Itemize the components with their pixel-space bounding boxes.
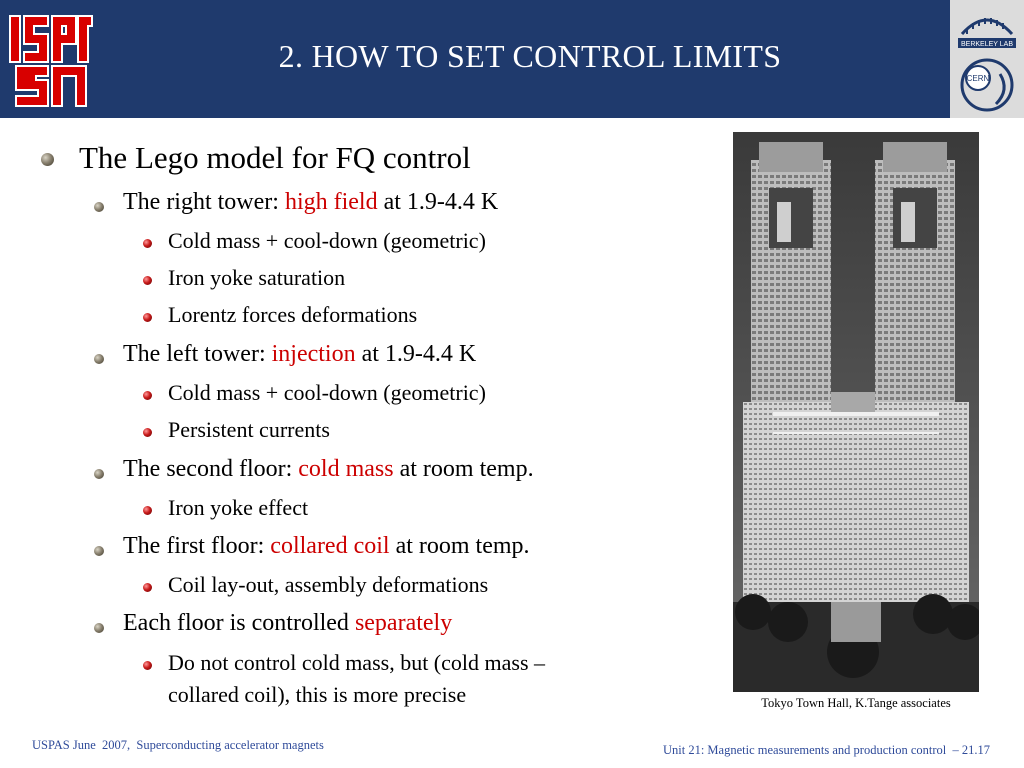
- bullet-icon: [143, 506, 152, 515]
- section-highlight: injection: [271, 341, 356, 367]
- section-suffix: at room temp.: [393, 456, 534, 482]
- list-item: Persistent currents: [168, 417, 330, 442]
- list-item: Iron yoke effect: [168, 495, 309, 520]
- list-item: Cold mass + cool-down (geometric): [168, 380, 486, 405]
- section-highlight: separately: [354, 610, 453, 636]
- bullet-icon: [94, 202, 104, 212]
- section-first-floor: [123, 533, 530, 560]
- section-left-tower: [123, 341, 476, 368]
- berkeley-lab-label: BERKELEY LAB: [960, 41, 1014, 48]
- berkeley-lab-logo: [954, 4, 1020, 52]
- section-prefix: The first floor:: [123, 533, 271, 559]
- bullet-icon: [94, 354, 104, 364]
- bullet-icon: [41, 153, 54, 166]
- bullet-icon: [94, 469, 104, 479]
- section-right-tower: [123, 189, 498, 216]
- list-item: Do not control cold mass, but (cold mass –: [168, 650, 546, 675]
- slide-title: 2. HOW TO SET CONTROL LIMITS: [278, 38, 782, 74]
- bullet-icon: [143, 276, 152, 285]
- list-item: Lorentz forces deformations: [168, 302, 418, 327]
- list-item: Iron yoke saturation: [168, 265, 346, 290]
- section-prefix: The right tower:: [123, 189, 285, 215]
- bullet-icon: [143, 428, 152, 437]
- bullet-icon: [143, 239, 152, 248]
- footer-slide-info: Unit 21: Magnetic measurements and production control – 21.17: [662, 743, 990, 757]
- section-highlight: collared coil: [270, 533, 390, 559]
- section-prefix: Each floor is controlled: [123, 610, 355, 636]
- heading-bullet: The Lego model for FQ control: [79, 140, 471, 175]
- section-highlight: cold mass: [298, 456, 394, 482]
- bullet-icon: [143, 391, 152, 400]
- bullet-icon: [143, 313, 152, 322]
- section-prefix: The left tower:: [123, 341, 272, 367]
- cern-logo: [956, 56, 1018, 114]
- bullet-icon: [94, 546, 104, 556]
- section-each-floor: [123, 610, 452, 637]
- cern-label: CERN: [966, 74, 990, 83]
- list-item: Coil lay-out, assembly deformations: [168, 572, 489, 597]
- section-second-floor: [123, 456, 534, 483]
- section-highlight: high field: [284, 189, 378, 215]
- section-suffix: at 1.9-4.4 K: [377, 189, 499, 215]
- bullet-icon: [143, 661, 152, 670]
- bullet-icon: [94, 623, 104, 633]
- list-item: Cold mass + cool-down (geometric): [168, 228, 486, 253]
- bullet-icon: [143, 583, 152, 592]
- section-suffix: at 1.9-4.4 K: [355, 341, 477, 367]
- figure-caption: Tokyo Town Hall, K.Tange associates: [761, 696, 951, 710]
- section-suffix: at room temp.: [389, 533, 530, 559]
- section-prefix: The second floor:: [123, 456, 299, 482]
- list-item-continuation: collared coil), this is more precise: [168, 682, 467, 707]
- tokyo-town-hall-photo: [733, 132, 979, 692]
- footer-course: USPAS June 2007, Superconducting accelerator magnets: [32, 738, 324, 752]
